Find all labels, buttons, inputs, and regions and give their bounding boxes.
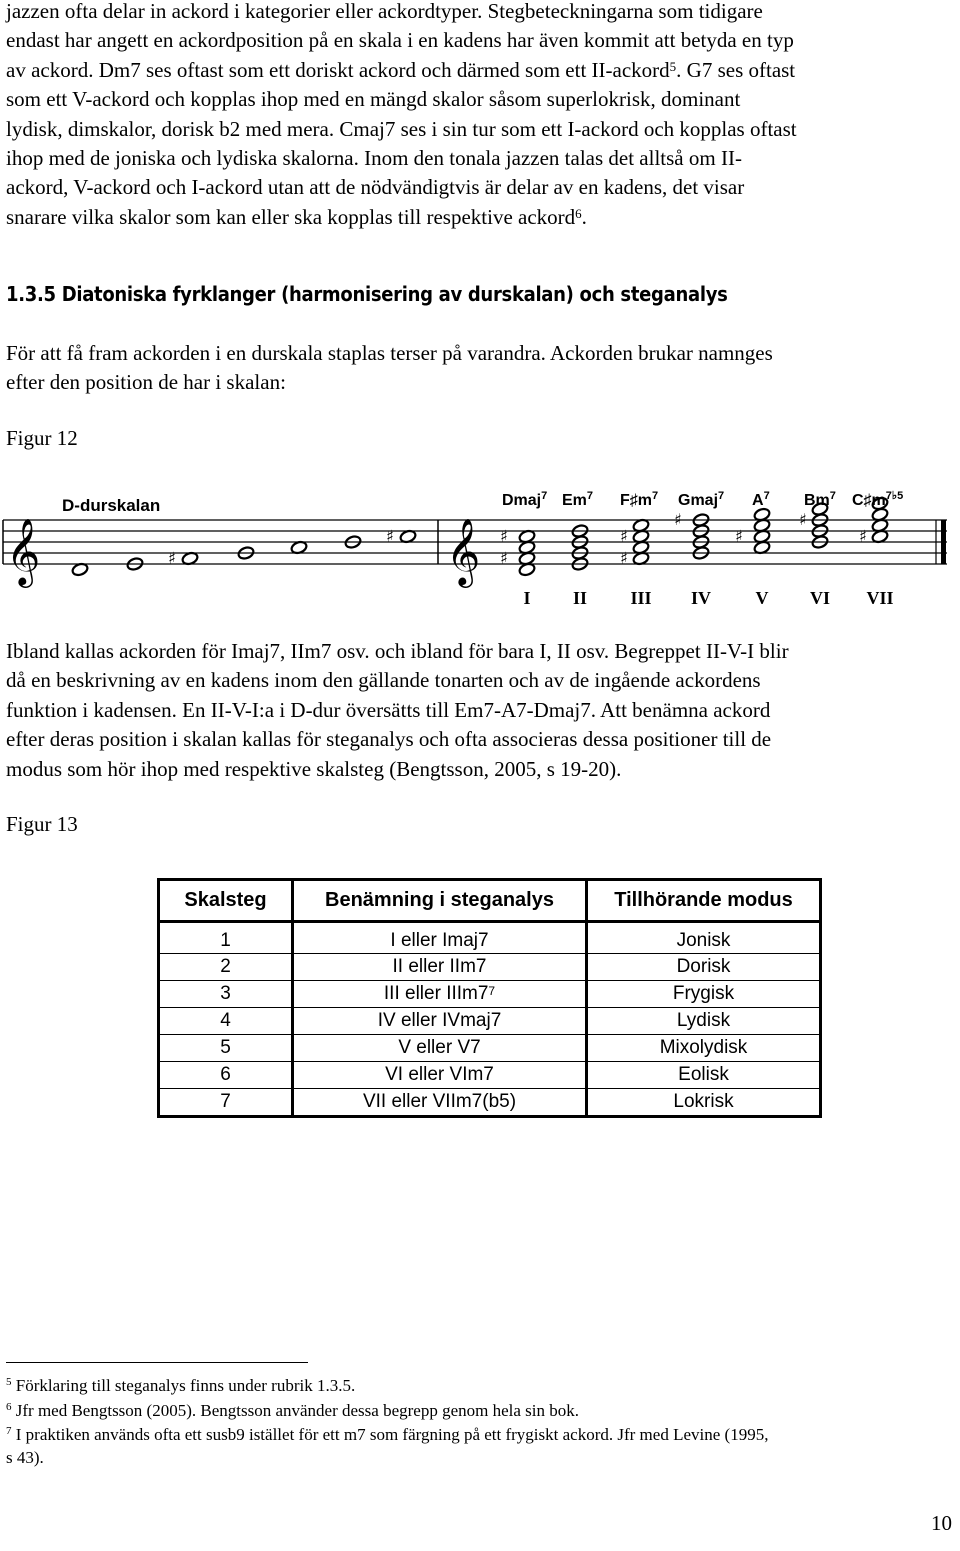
- footnote-number: 5: [6, 1376, 12, 1388]
- table-row: [159, 981, 821, 1008]
- chord-extension: 7: [763, 490, 770, 502]
- footnote-ref-7[interactable]: 7: [488, 984, 496, 998]
- text-line: jazzen ofta delar in ackord i kategorier eller ackordtyper. Stegbeteckningarna som tidigare: [6, 0, 763, 23]
- text-line: efter deras position i skalan kallas för steganalys och ofta associeras dessa positioner till de: [6, 727, 772, 752]
- sharp-sign: ♯: [500, 526, 508, 546]
- page-number: 10: [931, 1511, 952, 1535]
- text-line: funktion i kadensen. En II-V-I:a i D-dur översätts till Em7-A7-Dmaj7. Att benämna ackord: [6, 697, 771, 722]
- table-header-row: [159, 880, 821, 922]
- sharp-sign: ♯: [386, 526, 394, 546]
- text-line: För att få fram ackorden i en durskala staplas terser på varandra. Ackorden brukar namnges: [6, 341, 773, 365]
- roman-numeral: V: [755, 588, 769, 608]
- column-header: Skalsteg: [159, 880, 293, 922]
- figure-13-label: Figur 13: [6, 812, 78, 836]
- chord-name: $F♯m^7$: [620, 490, 659, 509]
- text-line: modus som hör ihop med respektive skalsteg (Bengtsson, 2005, s 19-20).: [6, 756, 622, 781]
- chord-extension: 7: [652, 490, 659, 502]
- text-segment: av ackord. Dm7 ses oftast som ett doriskt ackord och därmed som ett II-ackord: [6, 57, 670, 82]
- footnote-text: s 43).: [6, 1448, 44, 1467]
- roman-numeral: IV: [690, 588, 712, 608]
- text-line: ackord, V-ackord och I-ackord utan att de nödvändigtvis är delar av en kadens, det visar: [6, 175, 745, 200]
- cell-benamning: VI eller VIm7: [293, 1062, 587, 1089]
- sharp-sign: ♯: [620, 526, 628, 546]
- sharp-sign: ♯: [620, 548, 628, 568]
- chord-names: [502, 490, 903, 509]
- text-line: Ibland kallas ackorden för Imaj7, IIm7 osv. och ibland för bara I, II osv. Begreppet II-V-I blir: [6, 639, 789, 663]
- table-row: [159, 1008, 821, 1035]
- table-row: [159, 1035, 821, 1062]
- cell-benamning: IV eller IVmaj7: [293, 1008, 587, 1035]
- table-row: [159, 922, 821, 954]
- cell-benamning: II eller IIm7: [293, 954, 587, 981]
- cell-skalsteg: 3: [159, 981, 293, 1008]
- chord-name: Gmaj$^7$: [678, 490, 725, 509]
- cell-modus: Mixolydisk: [587, 1035, 821, 1062]
- cell-modus: Jonisk: [587, 922, 821, 954]
- roman-numerals: [523, 588, 893, 608]
- roman-numeral: VI: [809, 588, 831, 608]
- chord-extension: 7: [718, 490, 725, 502]
- cell-skalsteg: 7: [220, 1091, 231, 1112]
- final-barline-thick: [941, 520, 946, 564]
- chord-name: $C♯m^{7♭5}$: [852, 490, 904, 509]
- treble-clef-icon: 𝄞: [446, 517, 481, 585]
- sharp-sign: ♯: [168, 548, 176, 568]
- column-header: Tillhörande modus: [587, 880, 821, 922]
- d-major-scale-figure: [0, 480, 960, 610]
- roman-numeral: III: [630, 588, 652, 608]
- analysis-paragraph: [6, 637, 956, 784]
- text-line: ihop med de joniska och lydiska skalorna. Inom den tonala jazzen talas det alltså om II-: [6, 146, 742, 171]
- cell-modus: Frygisk: [587, 981, 821, 1008]
- roman-numeral: VII: [866, 588, 894, 608]
- footnote-5: [6, 1374, 956, 1397]
- cell-benamning: V eller V7: [293, 1035, 587, 1062]
- text-line: då en beskrivning av en kadens inom den gällande tonarten och av de ingående ackordens: [6, 668, 761, 693]
- chord-extension: 7: [829, 490, 836, 502]
- text-line: efter den position de har i skalan:: [6, 370, 286, 395]
- cell-skalsteg: 5: [159, 1035, 293, 1062]
- column-header: Benämning i steganalys: [293, 880, 587, 922]
- roman-numeral: II: [572, 588, 588, 608]
- intro-paragraph: [6, 0, 956, 232]
- footnote-text: Förklaring till steganalys finns under rubrik 1.3.5.: [15, 1376, 356, 1395]
- footnote-ref-5[interactable]: 5: [669, 58, 677, 74]
- figure-12-label: Figur 12: [6, 426, 78, 450]
- text-line-with-footnote-ref: [6, 56, 956, 85]
- sharp-sign: ♯: [799, 510, 807, 529]
- scale-title: D-durskalan: [62, 496, 161, 515]
- chord-name: Bm$^7$: [804, 490, 836, 509]
- text-line-with-footnote-ref: [6, 203, 956, 232]
- chord-extension: 7: [586, 490, 594, 502]
- chord-name: $A^7$: [752, 490, 770, 509]
- scale-paragraph: [6, 339, 956, 398]
- sharp-sign: ♯: [500, 548, 508, 568]
- treble-clef-icon: 𝄞: [6, 517, 41, 585]
- footnote-ref-6[interactable]: 6: [575, 205, 582, 221]
- footnote-text: I praktiken används ofta ett susb9 istället för ett m7 som färgning på ett frygiskt ackord. Jfr med Levine (1995,: [15, 1425, 769, 1444]
- footnote-7: [6, 1423, 956, 1469]
- text-line: endast har angett en ackordposition på en skala i en kadens har även kommit att betyda en typ: [6, 28, 794, 53]
- table-row: [159, 1062, 821, 1089]
- sharp-sign: ♯: [674, 510, 682, 529]
- text-segment: snarare vilka skalor som kan eller ska kopplas till respektive ackord: [6, 204, 576, 229]
- cell-skalsteg: 1: [159, 922, 293, 954]
- cell-skalsteg: 4: [159, 1008, 293, 1035]
- steganalys-table: [157, 878, 822, 1118]
- text-segment: .: [581, 204, 587, 229]
- table-row: [159, 954, 821, 981]
- text-line: lydisk, dimskalor, dorisk b2 med mera. Cmaj7 ses i sin tur som ett I-ackord och kopplas oftast: [6, 116, 797, 141]
- footnote-number: 6: [6, 1401, 12, 1413]
- cell-modus: Dorisk: [587, 954, 821, 981]
- sharp-sign: ♯: [735, 526, 743, 546]
- chord-extension: 7♭5: [885, 490, 904, 502]
- cell-benamning: I eller Imaj7: [293, 922, 587, 954]
- cell-modus: Eolisk: [587, 1062, 821, 1089]
- cell-text: III eller IIIm7: [383, 983, 489, 1004]
- chord-extension: 7: [541, 490, 548, 502]
- cell-benamning: VII eller VIIm7(b5): [293, 1089, 587, 1117]
- chord-name: Em$^7$: [562, 490, 594, 509]
- table-row: [159, 1089, 821, 1117]
- roman-numeral: I: [523, 588, 531, 608]
- text-segment: . G7 ses oftast: [676, 57, 796, 82]
- scale-notes: [71, 527, 417, 577]
- footnote-divider: [6, 1362, 308, 1363]
- text-line: som ett V-ackord och kopplas ihop med en mängd skalor såsom superlokrisk, dominant: [6, 87, 741, 112]
- cell-modus: Lydisk: [587, 1008, 821, 1035]
- footnote-6: [6, 1399, 956, 1422]
- cell-skalsteg: 6: [159, 1062, 293, 1089]
- sharp-sign: ♯: [859, 526, 867, 546]
- footnote-text: Jfr med Bengtsson (2005). Bengtsson använder dessa begrepp genom hela sin bok.: [15, 1401, 579, 1420]
- chord-name: Dmaj$^7$: [502, 490, 548, 509]
- cell-modus: Lokrisk: [587, 1089, 821, 1117]
- footnote-number: 7: [6, 1425, 12, 1437]
- cell-benamning: [293, 981, 587, 1008]
- section-heading: 1.3.5 Diatoniska fyrklanger (harmonisering av durskalan) och steganalys: [6, 282, 728, 306]
- cell-skalsteg: 2: [159, 954, 293, 981]
